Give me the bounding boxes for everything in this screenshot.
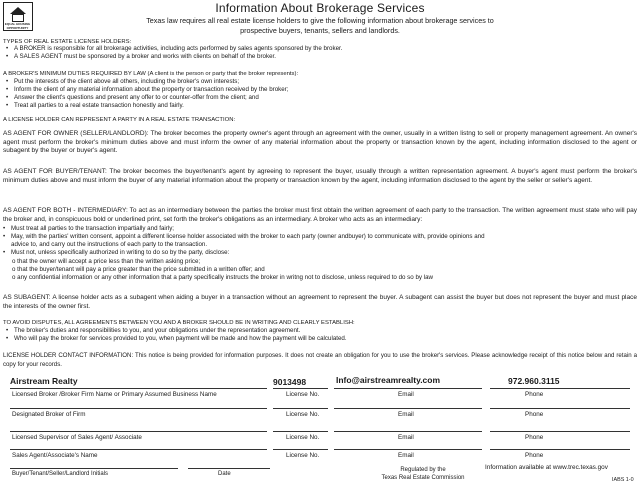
buyer-agent-paragraph: AS AGENT FOR BUYER/TENANT: The broker becomes the buyer/tenant's agent by agreeing to represent the buyer, usually through a written representation agreement. A buyer's agent must perform the broker's minimum duties above and must inform the buyer of any material information about the property or transaction known by the agent, including information disclosed to the agent by the seller or seller's agent. [3, 168, 637, 184]
phone-label: Phone [525, 411, 544, 418]
types-item: • A SALES AGENT must be sponsored by a broker and works with clients on behalf of the broker. [6, 53, 276, 60]
email-label: Email [398, 391, 414, 398]
intermediary-sub-item: o any confidential information or any other information that a party specifically instructs the broker in writng not to disclose, unless required to do so by law [12, 274, 433, 281]
row-label-designated-broker: Designated Broker of Firm [12, 411, 86, 418]
license-line [273, 449, 328, 450]
email-line [334, 388, 482, 389]
duties-item: • Answer the client's questions and present any offer to or counter-offer from the client; and [6, 94, 259, 101]
house-icon [12, 14, 24, 22]
initials-label: Buyer/Tenant/Seller/Landlord Initials [12, 471, 109, 477]
row-label-licensed-supervisor: Licensed Supervisor of Sales Agent/ Associate [12, 434, 142, 441]
intermediary-sub-item: o that the buyer/tenant will pay a price greater than the price submitted in a written offer; and [12, 266, 265, 273]
broker-license-value[interactable]: 9013498 [273, 377, 307, 387]
name-line [10, 408, 267, 409]
intermediary-sub-item: o that the owner will accept a price less than the written asking price; [12, 258, 201, 265]
phone-line [490, 449, 630, 450]
intermediary-paragraph: AS AGENT FOR BOTH - INTERMEDIARY: To act as an intermediary between the parties the broker must first obtain the written agreement of each party to the transaction. The written agreement must state who will pay the broker and, in conspicuous bold or underlined print, set forth the broker's obligations as an intermediary. A broker who acts as an intermediary: [3, 207, 637, 223]
email-label: Email [398, 411, 414, 418]
phone-line [490, 388, 630, 389]
phone-label: Phone [525, 452, 544, 459]
email-line [334, 431, 482, 432]
row-label-broker-firm: Licensed Broker /Broker Firm Name or Primary Assumed Business Name [12, 391, 217, 398]
broker-phone-value[interactable]: 972.960.3115 [508, 376, 560, 386]
email-label: Email [398, 434, 414, 441]
disputes-item: • The broker's duties and responsibilities to you, and your obligations under the representation agreement. [6, 327, 301, 334]
license-line [273, 408, 328, 409]
phone-label: Phone [525, 434, 544, 441]
name-line [10, 431, 267, 432]
duties-item: • Put the interests of the client above all others, including the broker's own interests; [6, 78, 240, 85]
name-line [10, 449, 267, 450]
duties-heading: A BROKER'S MINIMUM DUTIES REQUIRED BY LAW (A client is the person or party that the broker represents): [3, 71, 299, 77]
types-heading: TYPES OF REAL ESTATE LICENSE HOLDERS: [3, 39, 132, 45]
row-label-sales-agent: Sales Agent/Associate's Name [12, 452, 98, 459]
document-title: Information About Brokerage Services [215, 1, 425, 15]
date-line[interactable] [188, 468, 270, 469]
license-no-label: License No. [286, 391, 320, 398]
duties-item: • Treat all parties to a real estate transaction honestly and fairly. [6, 102, 184, 109]
name-line [10, 388, 267, 389]
license-no-label: License No. [286, 411, 320, 418]
duties-item: • Inform the client of any material information about the property or transaction received by the broker; [6, 86, 289, 93]
represent-heading: A LICENSE HOLDER CAN REPRESENT A PARTY IN A REAL ESTATE TRANSACTION: [3, 117, 236, 123]
disputes-heading: TO AVOID DISPUTES, ALL AGREEMENTS BETWEEN YOU AND A BROKER SHOULD BE IN WRITING AND CLEARLY ESTABLISH: [3, 320, 355, 326]
types-item: • A BROKER is responsible for all brokerage activities, including acts performed by sales agents sponsored by the broker. [6, 45, 343, 52]
email-line [334, 408, 482, 409]
regulated-line1: Regulated by the [400, 467, 446, 473]
broker-firm-name-value[interactable]: Airstream Realty [10, 376, 78, 386]
license-line [273, 431, 328, 432]
phone-label: Phone [525, 391, 544, 398]
contact-notice: LICENSE HOLDER CONTACT INFORMATION: This notice is being provided for information purposes. It does not create an obligation for you to use the broker's services. Please acknowledge receipt of this notice below and retain a copy for your records. [3, 352, 637, 368]
license-no-label: License No. [286, 434, 320, 441]
regulated-line2: Texas Real Estate Commission [381, 475, 465, 481]
email-line [334, 449, 482, 450]
logo-text: EQUAL HOUSING OPPORTUNITY [4, 22, 31, 30]
intermediary-item: • Must not, unless specifically authorized in writing to do so by the party, disclose: [3, 249, 230, 256]
info-website: Information available at www.trec.texas.gov [485, 464, 608, 471]
intro-text: Texas law requires all real estate license holders to give the following information about brokerage services to prospective buyers, tenants, sellers and landlords. [146, 16, 494, 35]
email-label: Email [398, 452, 414, 459]
intermediary-item: • May, with the parties' written consent, appoint a different license holder associated with the broker to each party (owner andbuyer) to communicate with, provide opinions and [3, 233, 485, 240]
initials-line[interactable] [10, 468, 178, 469]
license-line [273, 388, 328, 389]
license-no-label: License No. [286, 452, 320, 459]
date-label: Date [218, 471, 231, 477]
phone-line [490, 408, 630, 409]
form-id: IABS 1-0 [612, 477, 634, 483]
phone-line [490, 431, 630, 432]
owner-agent-paragraph: AS AGENT FOR OWNER (SELLER/LANDLORD): The broker becomes the property owner's agent through an agreement with the owner, usually in a written listng to sell or property management agreement. An owner's agent must perform the broker's minimum duties above and must inform the owner of any material information about the property or transaction known by the agent, including information disclosed to the agent or subagent by the buyer or buyer's agent. [3, 130, 637, 155]
intermediary-item-cont: advice to, and carry out the instructions of each party to the transaction. [11, 241, 208, 248]
intermediary-item: • Must treat all parties to the transaction impartially and fairly; [3, 225, 175, 232]
disputes-item: • Who will pay the broker for services provided to you, when payment will be made and how the payment will be calculated. [6, 335, 347, 342]
broker-email-value[interactable]: Info@airstreamrealty.com [336, 375, 441, 385]
subagent-paragraph: AS SUBAGENT: A license holder acts as a subagent when aiding a buyer in a transaction without an agreement to represent the buyer. A subagent can assist the buyer but does not represent the buyer and must place the interests of the owner first. [3, 294, 637, 310]
